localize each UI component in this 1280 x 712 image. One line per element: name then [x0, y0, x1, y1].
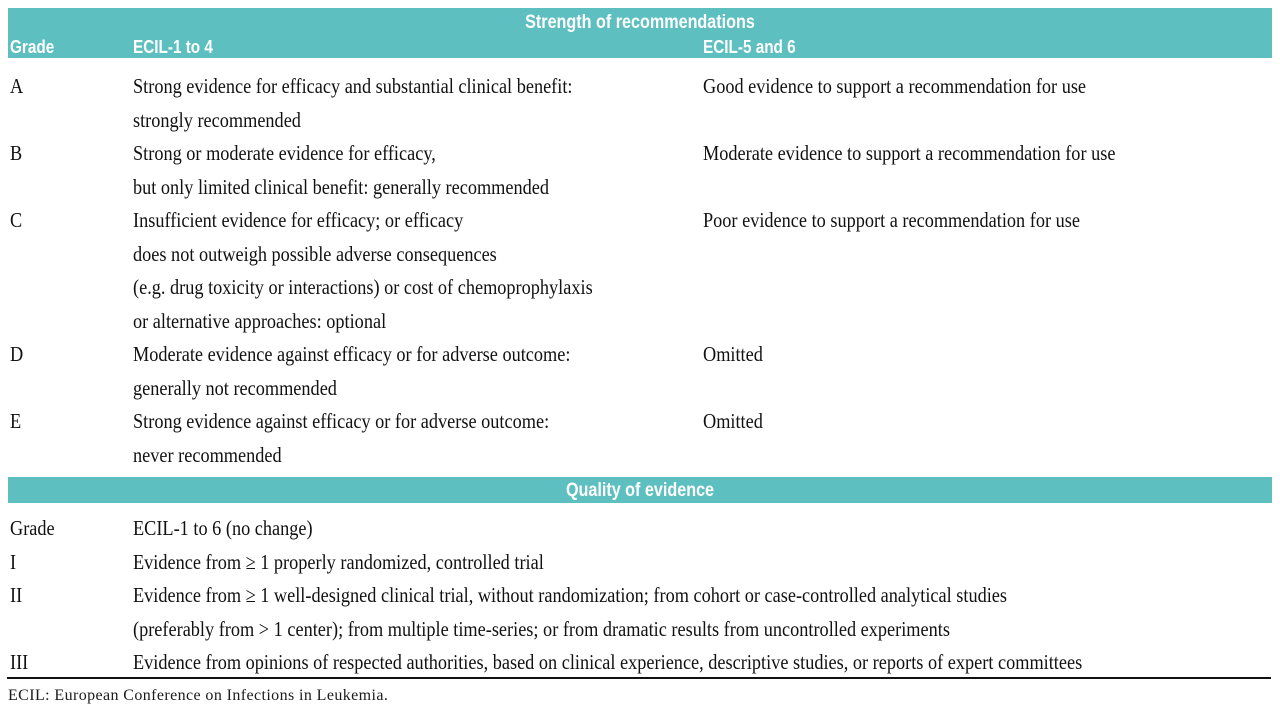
table-row — [10, 70, 1272, 137]
grade-cell — [10, 70, 133, 137]
ecil-1-to-4-cell — [133, 137, 703, 204]
ecil-5-and-6-value: Omitted — [703, 342, 763, 366]
ecil-1-to-4-line: generally not recommended — [133, 375, 337, 400]
ecil-5-and-6-cell — [703, 137, 1272, 204]
description-cell — [133, 512, 1272, 546]
description-cell — [133, 646, 1272, 680]
ecil-1-to-4-line: Insufficient evidence for efficacy; or efficacy — [133, 208, 464, 232]
ecil-1-to-4-line: strongly recommended — [133, 107, 301, 132]
grade-cell — [10, 579, 133, 646]
table-row — [10, 646, 1272, 680]
footnote: ECIL: European Conference on Infections in Leukemia. — [8, 687, 389, 704]
ecil-1-to-4-line: Strong evidence for efficacy and substantial clinical benefit: — [133, 74, 573, 98]
ecil-1-to-4-cell — [133, 338, 703, 405]
grade-cell — [10, 546, 133, 580]
strength-section-title: Strength of recommendations — [525, 12, 755, 33]
ecil-1-to-4-line: Strong or moderate evidence for efficacy, — [133, 141, 436, 165]
column-header-grade: Grade — [10, 37, 55, 57]
table-row — [10, 579, 1272, 646]
grade-cell — [10, 204, 133, 338]
strength-section-header — [8, 8, 1272, 58]
ecil-5-and-6-cell — [703, 204, 1272, 338]
table-bottom-rule — [7, 677, 1271, 679]
column-header-ecil-5-and-6: ECIL-5 and 6 — [703, 37, 796, 57]
grade-cell — [10, 646, 133, 680]
table-row — [10, 405, 1272, 472]
ecil-1-to-4-line: Strong evidence against efficacy or for adverse outcome: — [133, 409, 550, 433]
ecil-1-to-4-cell — [133, 70, 703, 137]
column-header-ecil-1-to-4: ECIL-1 to 4 — [133, 37, 213, 57]
grade-value: A — [10, 74, 24, 98]
description-line: Evidence from opinions of respected authorities, based on clinical experience, descriptive studies, or reports of expert committees — [133, 650, 1083, 674]
grade-value: D — [10, 342, 24, 366]
table-row — [10, 204, 1272, 338]
description-line: (preferably from > 1 center); from multiple time-series; or from dramatic results from uncontrolled experiments — [133, 616, 950, 641]
ecil-1-to-4-line: never recommended — [133, 442, 282, 467]
description-cell — [133, 579, 1272, 646]
ecil-1-to-4-line: (e.g. drug toxicity or interactions) or cost of chemoprophylaxis — [133, 275, 593, 299]
ecil-1-to-4-line: does not outweigh possible adverse consequences — [133, 241, 497, 266]
table-row — [10, 137, 1272, 204]
ecil-5-and-6-value: Poor evidence to support a recommendation for use — [703, 208, 1080, 232]
grade-cell — [10, 405, 133, 472]
table-row — [10, 512, 1272, 546]
strength-section-body — [10, 70, 1272, 472]
ecil-1-to-4-cell — [133, 405, 703, 472]
ecil-5-and-6-value: Good evidence to support a recommendation for use — [703, 74, 1087, 98]
quality-section-body — [10, 512, 1272, 680]
ecil-1-to-4-line: but only limited clinical benefit: generally recommended — [133, 174, 550, 199]
description-cell — [133, 546, 1272, 580]
grade-value: E — [10, 409, 22, 433]
ecil-1-to-4-line: or alternative approaches: optional — [133, 308, 387, 333]
ecil-5-and-6-cell — [703, 405, 1272, 472]
grade-cell — [10, 512, 133, 546]
grade-cell — [10, 338, 133, 405]
description-line: Evidence from ≥ 1 well-designed clinical trial, without randomization; from cohort or case-controlled analytical studies — [133, 583, 1008, 607]
grade-cell — [10, 137, 133, 204]
ecil-5-and-6-value: Moderate evidence to support a recommendation for use — [703, 141, 1116, 165]
ecil-5-and-6-cell — [703, 338, 1272, 405]
grade-value: II — [10, 583, 23, 607]
ecil-1-to-4-cell — [133, 204, 703, 338]
table-row — [10, 338, 1272, 405]
table-row — [10, 546, 1272, 580]
description-line: ECIL-1 to 6 (no change) — [133, 516, 313, 540]
grade-value: B — [10, 141, 23, 165]
description-line: Evidence from ≥ 1 properly randomized, controlled trial — [133, 549, 544, 574]
grade-value: I — [10, 549, 17, 574]
ecil-1-to-4-line: Moderate evidence against efficacy or for adverse outcome: — [133, 342, 571, 366]
ecil-5-and-6-cell — [703, 70, 1272, 137]
ecil-5-and-6-value: Omitted — [703, 409, 763, 433]
grade-value: III — [10, 650, 29, 674]
quality-section-title: Quality of evidence — [565, 480, 715, 501]
quality-section-header — [8, 477, 1272, 503]
grade-value: C — [10, 208, 23, 232]
grade-value: Grade — [10, 516, 55, 540]
